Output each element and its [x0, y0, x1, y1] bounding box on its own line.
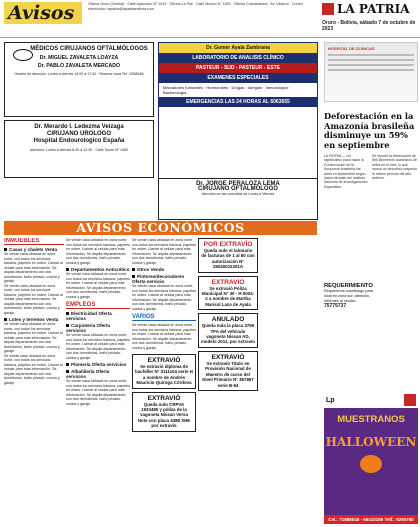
category-label: Departamentos Anticrético — [71, 267, 130, 272]
ad-info: Horario de atención: Lunes a viernes 14:00 a 17:30 · Reserve hora Tel.: 5258168 — [14, 72, 144, 76]
category-label: Lotes y terrenos Venta — [9, 317, 59, 322]
bullet-icon — [4, 248, 7, 251]
legal-notice — [198, 238, 258, 273]
promo-brand: Lp — [326, 396, 335, 404]
legal-notice — [132, 392, 196, 432]
news-image-label: HOSPITAL DE CLÍNICAS — [328, 46, 375, 51]
doctor-name: Dr. JORGE PERALOZA LEMA — [196, 181, 280, 187]
ad-info: Atención: Lunes a viernes 8:30 a 12:30 · Calle Sucre N° 1480 — [29, 148, 129, 152]
category-carpinteria — [66, 323, 130, 333]
legal-notice-title: EXTRAVIÓ — [211, 353, 245, 361]
section-empleos: EMPLEOS — [66, 302, 130, 309]
news-image — [324, 42, 418, 102]
news-article — [324, 42, 418, 102]
news-headline: Deforestación en la Amazonía brasileña disminuye un 59% en septiembre — [324, 111, 415, 150]
legal-notice-title: EXTRAVIÓ — [147, 394, 181, 402]
lab-title: LABORATORIO DE ANALISIS CLÍNICO — [159, 53, 317, 63]
news-column: Se reportó la destrucción de 590 kilómetros cuadrados de selva en el mes, lo que marca un descenso respecto al mismo periodo del año anterior. — [372, 154, 417, 181]
ad-ophthalmologists — [4, 42, 154, 117]
avisos-logo: Avisos — [4, 2, 82, 24]
patria-mark-icon — [404, 394, 416, 406]
legal-notice-title: POR EXTRAVÍO — [203, 241, 253, 248]
category-label: Electricidad Oferta servicios — [66, 311, 112, 321]
bullet-icon — [132, 268, 135, 271]
section-inmuebles: INMUEBLES — [4, 238, 64, 245]
ad-title: CIRUJANO OFTALMOLOGO — [198, 186, 278, 193]
classified-text: Se vende casa ubicada en zona norte, con todos los servicios básicos, papeles en orden. Llamar al celular para más información. Se alquila departamento con dos dormitorios, baño privado, cocina y garaje. — [66, 272, 130, 299]
lab-exams-title: EXAMENES ESPECIALES — [159, 73, 317, 83]
newspaper-name: LA PATRIA — [337, 2, 410, 16]
patria-mark-icon — [322, 3, 334, 15]
category-albanileria — [66, 369, 130, 379]
bullet-icon — [66, 370, 69, 373]
page-header — [0, 0, 420, 38]
legal-notice-body: Se extravió diploma de bachiller N° 0111104 serie H a nombre de Andrés Mauricio Quiroga Córdova — [135, 364, 193, 386]
requirement-body: Requerimos odontólogo para local en zona sur, atención, Informes al celular: — [324, 289, 373, 303]
classified-text: Se vende casa ubicada en zona norte, con todos los servicios básicos, papeles en orden. Llamar al celular para más información. Se alquila departamento con dos dormitorios, baño privado, cocina y garaje. — [132, 284, 196, 311]
classified-text: Se vende casa ubicada en zona norte, con todos los servicios básicos, papeles en orden. Llamar al celular para más información. Se alquila departamento con dos dormitorios, baño privado, cocina y garaje. — [4, 252, 63, 283]
classifieds-column-2 — [66, 238, 130, 524]
category-otros — [132, 267, 196, 272]
requirement-title: REQUERIMIENTO — [324, 283, 373, 289]
category-label: Casas y chalets Venta — [9, 247, 58, 252]
legal-notice-title: EXTRAVIO — [211, 278, 245, 286]
bullet-icon — [66, 312, 69, 315]
classified-text: Se vende casa ubicada en zona norte, con todos los servicios básicos, papeles en orden. Llamar al celular para más información. Se alquila departamento con dos dormitorios, baño privado, cocina y garaje. — [132, 238, 196, 265]
lab-emergency: EMERGENCIAS LAS 24 HORAS AL 6063655 — [159, 97, 317, 107]
news-body — [324, 154, 418, 189]
lab-branches: PASTEUR - SUD - PASTEUR - ESTE — [159, 63, 317, 73]
promo-contact: Cel.: 71888048 - 65410165 Telf.: 5250780 — [324, 515, 418, 524]
ad-title: MÉDICOS CIRUJANOS OFTALMÓLOGOS — [30, 46, 148, 52]
legal-notice — [132, 354, 196, 389]
category-label: Otros Vendo — [137, 267, 165, 272]
ad-urologist — [4, 120, 154, 178]
requirement-phone: 75775737 — [324, 303, 347, 310]
category-electricidad — [66, 311, 130, 321]
lab-doctor: Dr. Gomer Ayala Zambrana — [159, 43, 317, 53]
category-pintores — [132, 274, 196, 284]
legal-notice-title: EXTRAVIÓ — [147, 357, 181, 364]
legal-notice — [198, 313, 258, 348]
promo-title: MUESTRANOS — [337, 414, 405, 425]
category-label: Pintores/decoradores Oferta servicio — [132, 274, 185, 284]
legal-notice — [198, 351, 258, 391]
category-label: Carpintería Oferta servicios — [66, 323, 111, 333]
classifieds-column-3 — [132, 238, 196, 524]
classified-text: Se vende casa ubicada en zona norte, con todos los servicios básicos, papeles en orden. Llamar al celular para más información. Se alquila departamento con dos dormitorios, baño privado, cocina y garaje. — [132, 323, 196, 350]
newspaper-logo — [322, 2, 418, 16]
bullet-icon — [66, 268, 69, 271]
doctor-name: Dr. PABLO ZAVALETA MERCADO — [37, 63, 121, 69]
hospital-name: Hospital Endourologico España — [33, 138, 125, 144]
legal-notice — [198, 276, 258, 311]
legal-notice-body: Queda nula la placa 3769 TFA del vehículo vagoneta Nissan AD, modelo 2011, por extravío — [201, 323, 255, 345]
classified-text: Se vende casa ubicada en zona norte, con todos los servicios básicos, papeles en orden. Llamar al celular para más información. Se alquila departamento con dos dormitorios, baño privado, cocina y garaje. — [4, 283, 63, 315]
classified-text: Se vende casa ubicada en zona norte, con todos los servicios básicos, papeles en orden. Llamar al celular para más información. Se alquila departamento con dos dormitorios, baño privado, cocina y garaje. — [66, 333, 130, 360]
promo-header — [324, 392, 418, 408]
classifieds-banner: AVISOS ECONÓMICOS — [4, 221, 317, 235]
legal-notice-body: Queda nulo el talonario de facturas de 1 al 50 con autorización N° 29040022301A — [201, 248, 255, 270]
legal-notice-title: ANULADO — [211, 316, 245, 324]
promo-event: HALLOWEEN — [325, 435, 417, 449]
ad-info: Atención en las consultas de Lunes a Viernes — [201, 192, 275, 197]
pumpkin-icon — [360, 455, 382, 473]
legal-notice-body: Se extravió Póliza Municipal N° 30 - H 0004-2 a nombre de Martha Marisol Lazo de Ayala — [201, 285, 255, 307]
category-label: Albañilería Oferta servicios — [66, 369, 110, 379]
classified-text: Se vende casa ubicada en zona norte, con todos los servicios básicos, papeles en orden. Llamar al celular para más información. Se alquila departamento con dos dormitorios, baño privado, cocina y garaje. — [66, 238, 130, 265]
requirement-ad — [324, 283, 374, 309]
halloween-promo — [324, 392, 418, 524]
issue-date: Oruro - Bolivia, sábado 7 de octubre de 2023 — [322, 20, 416, 32]
ad-ophthalmologist-2 — [158, 178, 318, 220]
bullet-icon — [66, 324, 69, 327]
eye-icon — [13, 49, 33, 61]
legal-notice-body: Queda nulo CRPVA 1933485 y póliza de la vagoneta Nissan Versa Note con placa 4488 XHE por extravío — [137, 401, 191, 429]
ad-title: CIRUJANO UROLOGO — [46, 131, 111, 137]
masthead — [322, 2, 418, 32]
news-text — [324, 112, 418, 189]
classified-text: Se vende casa ubicada en zona norte, con todos los servicios básicos, papeles en orden. Llamar al celular para más información. Se alquila departamento con dos dormitorios, baño privado, cocina y garaje. — [4, 353, 63, 385]
lab-exams: Marcadores tumorales · Hormonales · Drogas · Alergias · Inmunología · Bacteriología — [163, 85, 291, 95]
classified-text: Se vende casa ubicada en zona norte, con todos los servicios básicos, papeles en orden. Llamar al celular para más información. Se alquila departamento con dos dormitorios, baño privado, cocina y garaje. — [66, 379, 130, 406]
classified-text: Se vende casa ubicada en zona norte, con todos los servicios básicos, papeles en orden. Llamar al celular para más información. Se alquila departamento con dos dormitorios, baño privado, cocina y garaje. — [4, 322, 63, 353]
bullet-icon — [66, 363, 69, 366]
legal-notice-body: Se extravió Título en Provisión Nacional de Maestro de curso del Nivel Primario N° 367867 serie B-94 — [202, 360, 254, 388]
category-plomeria — [66, 362, 130, 367]
doctor-name: Dr. MIGUEL ZAVALETA LOAYZA — [39, 55, 119, 61]
classifieds-column-1 — [4, 238, 64, 524]
bullet-icon — [4, 318, 7, 321]
section-varios: VARIOS — [132, 314, 196, 321]
news-column: LA PATRIA — Un significativo paso hacia la Conservación de la Amazonía brasileña fue dado en septiembre según datos oficiales del Instituto Nacional de Investigaciones Espaciales. — [324, 154, 368, 189]
doctor-name: Dr. Merardo I. Ledezma Veizaga — [34, 124, 124, 130]
office-info: Oficina Oruro (Central) · Calle Ayacucho N° 1044 · Oficina La Paz · Calle Mexico N° 1620 · Oficina Cochabamba · Av. Villazón · Correo electrónico: lapatria@lapatriaenlinea.com — [88, 2, 303, 11]
bullet-icon — [132, 275, 135, 278]
category-label: Plomería Oferta servicios — [71, 362, 127, 367]
classifieds-column-4 — [198, 238, 258, 524]
